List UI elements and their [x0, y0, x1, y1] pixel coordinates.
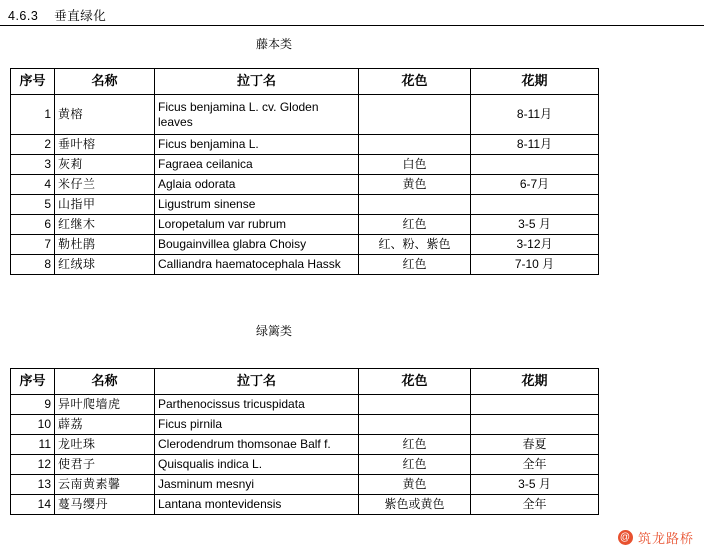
column-header-bloom: 花期: [471, 369, 599, 395]
table-row: [11, 135, 599, 155]
subtitle-vine-group: 藤本类: [255, 37, 292, 51]
cell-no: 9: [11, 395, 55, 415]
cell-no: 4: [11, 175, 55, 195]
table-row: [11, 395, 599, 415]
cell-bloom: [471, 415, 599, 435]
cell-color: 红色: [359, 255, 471, 275]
cell-latin: Parthenocissus tricuspidata: [155, 395, 359, 415]
cell-name: 蔓马缨丹: [55, 495, 155, 515]
cell-latin: Clerodendrum thomsonae Balf f.: [155, 435, 359, 455]
cell-name: 米仔兰: [55, 175, 155, 195]
table-row: [11, 195, 599, 215]
cell-name: 山指甲: [55, 195, 155, 215]
table-row: [11, 175, 599, 195]
cell-color: 白色: [359, 155, 471, 175]
cell-color: 红色: [359, 455, 471, 475]
cell-name: 垂叶榕: [55, 135, 155, 155]
cell-name: 灰莉: [55, 155, 155, 175]
cell-color: 红色: [359, 215, 471, 235]
cell-color: 紫色或黄色: [359, 495, 471, 515]
cell-name: 黄榕: [55, 95, 155, 135]
watermark: [618, 528, 694, 547]
cell-color: [359, 135, 471, 155]
column-header-latin: 拉丁名: [155, 69, 359, 95]
cell-latin: Ficus benjamina L.: [155, 135, 359, 155]
cell-bloom: 3-5 月: [471, 475, 599, 495]
table-row: [11, 255, 599, 275]
column-header-color: 花色: [359, 369, 471, 395]
section-heading: [8, 6, 106, 24]
table-header-row: [11, 369, 599, 395]
watermark-label: 筑龙路桥: [637, 531, 694, 546]
table-row: [11, 455, 599, 475]
cell-latin: Fagraea ceilanica: [155, 155, 359, 175]
cell-latin: Aglaia odorata: [155, 175, 359, 195]
cell-color: [359, 395, 471, 415]
cell-name: 使君子: [55, 455, 155, 475]
subtitle-hedge-group: 绿篱类: [255, 324, 292, 338]
cell-color: 红色: [359, 435, 471, 455]
cell-latin: Quisqualis indica L.: [155, 455, 359, 475]
cell-bloom: 3-12月: [471, 235, 599, 255]
cell-no: 11: [11, 435, 55, 455]
cell-latin: Jasminum mesnyi: [155, 475, 359, 495]
cell-no: 5: [11, 195, 55, 215]
cell-no: 1: [11, 95, 55, 135]
cell-latin: Ficus benjamina L. cv. Gloden leaves: [155, 95, 359, 135]
cell-color: 黄色: [359, 475, 471, 495]
cell-bloom: 8-11月: [471, 135, 599, 155]
cell-latin: Ficus pirnila: [155, 415, 359, 435]
section-title: 垂直绿化: [54, 9, 107, 23]
cell-name: 云南黄素馨: [55, 475, 155, 495]
heading-divider: [0, 25, 704, 26]
cell-bloom: [471, 155, 599, 175]
table-row: [11, 155, 599, 175]
column-header-no: 序号: [11, 369, 55, 395]
column-header-bloom: 花期: [471, 69, 599, 95]
cell-bloom: [471, 195, 599, 215]
cell-bloom: 8-11月: [471, 95, 599, 135]
column-header-color: 花色: [359, 69, 471, 95]
cell-color: [359, 415, 471, 435]
table-row: [11, 495, 599, 515]
cell-name: 红绒球: [55, 255, 155, 275]
cell-bloom: 春夏: [471, 435, 599, 455]
cell-latin: Loropetalum var rubrum: [155, 215, 359, 235]
cell-name: 异叶爬墙虎: [55, 395, 155, 415]
cell-latin: Ligustrum sinense: [155, 195, 359, 215]
column-header-no: 序号: [11, 69, 55, 95]
table-row: [11, 435, 599, 455]
cell-no: 3: [11, 155, 55, 175]
vine-species-table: [10, 68, 599, 275]
cell-color: [359, 95, 471, 135]
cell-bloom: 6-7月: [471, 175, 599, 195]
cell-no: 7: [11, 235, 55, 255]
table-header-row: [11, 69, 599, 95]
cell-latin: Bougainvillea glabra Choisy: [155, 235, 359, 255]
cell-name: 红继木: [55, 215, 155, 235]
cell-bloom: 3-5 月: [471, 215, 599, 235]
cell-bloom: 全年: [471, 455, 599, 475]
cell-bloom: [471, 395, 599, 415]
cell-bloom: 全年: [471, 495, 599, 515]
cell-no: 12: [11, 455, 55, 475]
table-row: [11, 415, 599, 435]
cell-name: 勒杜鹃: [55, 235, 155, 255]
cell-name: 龙吐珠: [55, 435, 155, 455]
table-row: [11, 235, 599, 255]
table-row: [11, 215, 599, 235]
cell-name: 薜荔: [55, 415, 155, 435]
cell-no: 6: [11, 215, 55, 235]
at-sign-icon: @: [619, 532, 632, 543]
hedge-species-table: [10, 368, 599, 515]
cell-no: 8: [11, 255, 55, 275]
column-header-name: 名称: [55, 69, 155, 95]
cell-color: 红、粉、紫色: [359, 235, 471, 255]
cell-color: 黄色: [359, 175, 471, 195]
cell-color: [359, 195, 471, 215]
cell-no: 14: [11, 495, 55, 515]
cell-bloom: 7-10 月: [471, 255, 599, 275]
cell-latin: Calliandra haematocephala Hassk: [155, 255, 359, 275]
section-number: 4.6.3: [8, 9, 39, 23]
cell-no: 2: [11, 135, 55, 155]
table-row: [11, 475, 599, 495]
cell-latin: Lantana montevidensis: [155, 495, 359, 515]
table-row: [11, 95, 599, 135]
column-header-name: 名称: [55, 369, 155, 395]
cell-no: 10: [11, 415, 55, 435]
cell-no: 13: [11, 475, 55, 495]
column-header-latin: 拉丁名: [155, 369, 359, 395]
